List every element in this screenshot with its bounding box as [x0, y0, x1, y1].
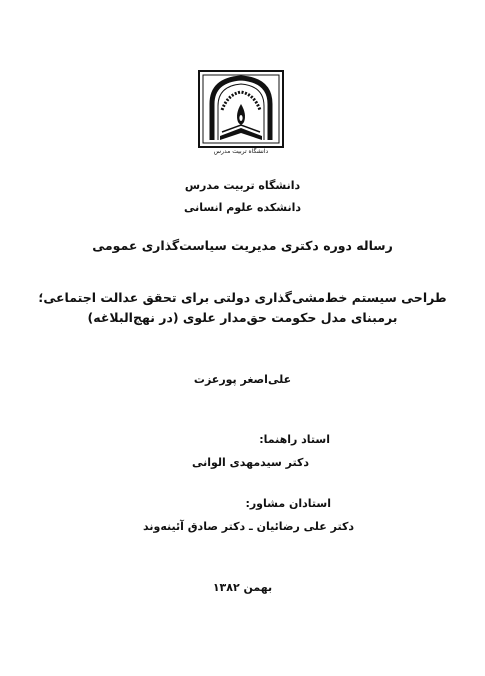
thesis-type: رساله دوره دکتری مدیریت سیاست‌گذاری عمومی	[92, 238, 393, 253]
emblem-caption: دانشگاه تربیت مدرس	[213, 148, 269, 155]
thesis-title-line-1: طراحی سیستم خط‌مشی‌گذاری دولتی برای تحقق عدالت اجتماعی؛	[38, 290, 447, 305]
supervisor-label: استاد راهنما:	[259, 433, 330, 446]
submission-date: بهمن ۱۳۸۲	[212, 581, 273, 594]
advisors-label: استادان مشاور:	[245, 497, 331, 510]
author-name: علی‌اصغر پورعزت	[193, 373, 292, 386]
thesis-title-line-2: برمبنای مدل حکومت حق‌مدار علوی (در نهج‌البلاغه)	[87, 310, 398, 325]
university-emblem-icon	[198, 70, 284, 156]
faculty-name: دانشکده علوم انسانی	[183, 201, 302, 214]
advisors-names: دکتر علی رضائیان ـ دکتر صادق آئینه‌وند	[143, 520, 354, 533]
university-name: دانشگاه تربیت مدرس	[184, 179, 301, 192]
emblem-graphic	[198, 70, 284, 148]
supervisor-name: دکتر سیدمهدی الوانی	[191, 456, 310, 469]
